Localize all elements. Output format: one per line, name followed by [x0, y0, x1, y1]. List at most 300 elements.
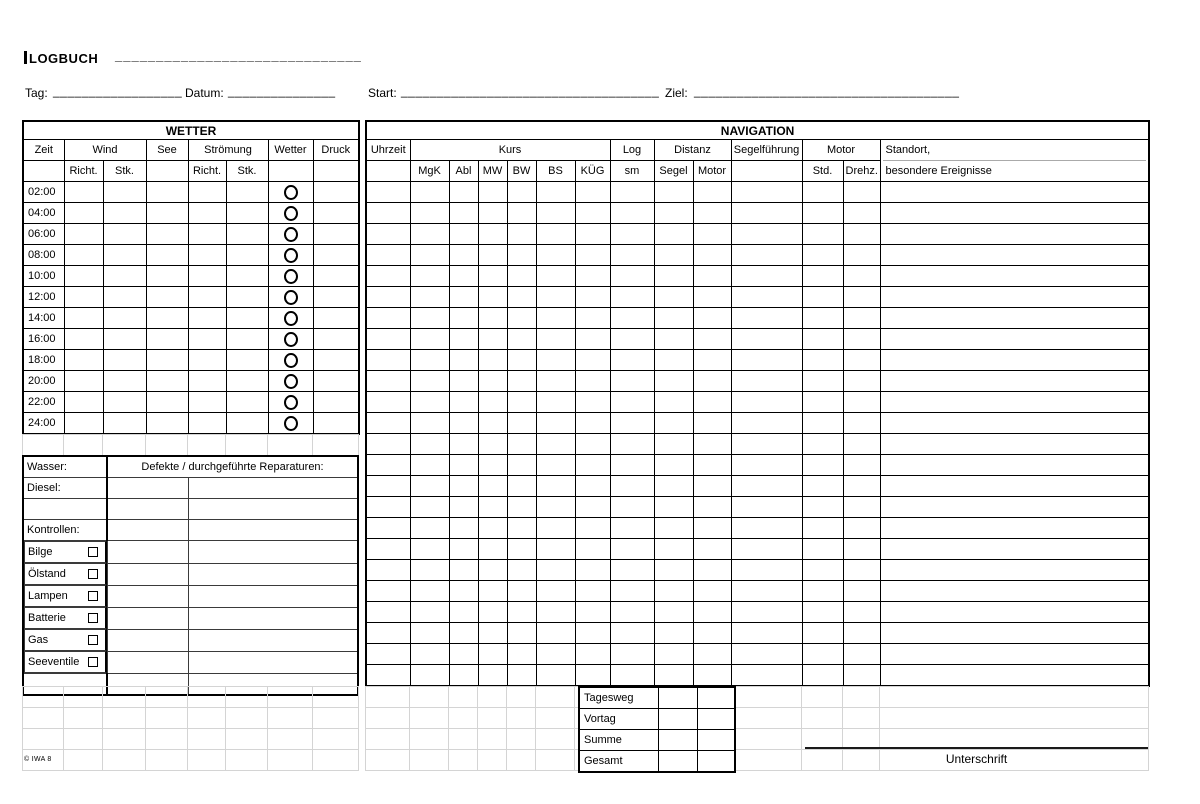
navigation-entry-cell[interactable] — [478, 182, 507, 203]
navigation-entry-cell[interactable] — [575, 266, 610, 287]
wetter-entry-cell[interactable] — [103, 413, 146, 435]
navigation-entry-cell[interactable] — [843, 602, 880, 623]
navigation-entry-cell[interactable] — [880, 224, 1149, 245]
repairs-entry-cell[interactable] — [188, 607, 358, 629]
navigation-entry-cell[interactable] — [366, 497, 410, 518]
repairs-entry-cell[interactable] — [107, 478, 188, 499]
wetter-entry-cell[interactable] — [313, 308, 359, 329]
datum-fill-line[interactable]: _______________ — [228, 84, 336, 98]
navigation-entry-cell[interactable] — [410, 497, 449, 518]
wetter-entry-cell[interactable] — [146, 287, 188, 308]
wetter-entry-cell[interactable] — [146, 371, 188, 392]
navigation-entry-cell[interactable] — [478, 602, 507, 623]
wetter-entry-cell[interactable] — [268, 287, 313, 308]
navigation-entry-cell[interactable] — [507, 308, 536, 329]
navigation-entry-cell[interactable] — [449, 497, 478, 518]
navigation-entry-cell[interactable] — [880, 560, 1149, 581]
navigation-entry-cell[interactable] — [366, 665, 410, 687]
navigation-entry-cell[interactable] — [478, 329, 507, 350]
navigation-entry-cell[interactable] — [366, 245, 410, 266]
navigation-entry-cell[interactable] — [654, 224, 693, 245]
navigation-entry-cell[interactable] — [366, 371, 410, 392]
navigation-entry-cell[interactable] — [610, 518, 654, 539]
navigation-entry-cell[interactable] — [478, 413, 507, 434]
summary-value-cell[interactable] — [697, 687, 735, 709]
navigation-entry-cell[interactable] — [449, 350, 478, 371]
navigation-entry-cell[interactable] — [610, 287, 654, 308]
navigation-entry-cell[interactable] — [654, 413, 693, 434]
wetter-entry-cell[interactable] — [188, 203, 226, 224]
wetter-entry-cell[interactable] — [188, 287, 226, 308]
navigation-entry-cell[interactable] — [880, 518, 1149, 539]
navigation-entry-cell[interactable] — [410, 539, 449, 560]
navigation-entry-cell[interactable] — [731, 413, 802, 434]
wetter-entry-cell[interactable] — [268, 224, 313, 245]
wetter-entry-cell[interactable] — [268, 371, 313, 392]
repairs-entry-cell[interactable] — [107, 499, 188, 520]
navigation-entry-cell[interactable] — [478, 350, 507, 371]
navigation-entry-cell[interactable] — [843, 245, 880, 266]
navigation-entry-cell[interactable] — [802, 455, 843, 476]
navigation-entry-cell[interactable] — [654, 644, 693, 665]
navigation-entry-cell[interactable] — [802, 245, 843, 266]
wetter-entry-cell[interactable] — [103, 371, 146, 392]
navigation-entry-cell[interactable] — [610, 392, 654, 413]
navigation-entry-cell[interactable] — [575, 602, 610, 623]
wetter-entry-cell[interactable] — [268, 266, 313, 287]
navigation-entry-cell[interactable] — [366, 182, 410, 203]
navigation-entry-cell[interactable] — [449, 392, 478, 413]
wetter-entry-cell[interactable] — [188, 308, 226, 329]
navigation-entry-cell[interactable] — [575, 245, 610, 266]
navigation-entry-cell[interactable] — [507, 350, 536, 371]
wetter-entry-cell[interactable] — [188, 371, 226, 392]
navigation-entry-cell[interactable] — [802, 308, 843, 329]
navigation-entry-cell[interactable] — [654, 665, 693, 687]
wetter-entry-cell[interactable] — [64, 308, 103, 329]
navigation-entry-cell[interactable] — [478, 455, 507, 476]
navigation-entry-cell[interactable] — [536, 350, 575, 371]
navigation-entry-cell[interactable] — [536, 266, 575, 287]
navigation-entry-cell[interactable] — [654, 497, 693, 518]
summary-value-cell[interactable] — [658, 709, 697, 730]
wetter-entry-cell[interactable] — [64, 413, 103, 435]
wetter-entry-cell[interactable] — [226, 413, 268, 435]
navigation-entry-cell[interactable] — [536, 560, 575, 581]
navigation-entry-cell[interactable] — [693, 371, 731, 392]
wetter-entry-cell[interactable] — [226, 392, 268, 413]
navigation-entry-cell[interactable] — [654, 623, 693, 644]
navigation-entry-cell[interactable] — [449, 413, 478, 434]
wetter-entry-cell[interactable] — [188, 350, 226, 371]
navigation-entry-cell[interactable] — [366, 560, 410, 581]
wetter-entry-cell[interactable] — [64, 287, 103, 308]
wetter-entry-cell[interactable] — [226, 329, 268, 350]
navigation-entry-cell[interactable] — [843, 182, 880, 203]
navigation-entry-cell[interactable] — [449, 203, 478, 224]
wetter-entry-cell[interactable] — [188, 224, 226, 245]
navigation-entry-cell[interactable] — [843, 665, 880, 687]
navigation-entry-cell[interactable] — [507, 392, 536, 413]
wetter-entry-cell[interactable] — [103, 203, 146, 224]
navigation-entry-cell[interactable] — [802, 539, 843, 560]
navigation-entry-cell[interactable] — [536, 623, 575, 644]
navigation-entry-cell[interactable] — [802, 560, 843, 581]
navigation-entry-cell[interactable] — [410, 350, 449, 371]
navigation-entry-cell[interactable] — [654, 434, 693, 455]
wetter-entry-cell[interactable] — [313, 287, 359, 308]
navigation-entry-cell[interactable] — [843, 623, 880, 644]
navigation-entry-cell[interactable] — [507, 476, 536, 497]
checkbox-icon[interactable] — [88, 591, 98, 601]
navigation-entry-cell[interactable] — [610, 476, 654, 497]
navigation-entry-cell[interactable] — [693, 665, 731, 687]
navigation-entry-cell[interactable] — [880, 602, 1149, 623]
navigation-entry-cell[interactable] — [843, 308, 880, 329]
wetter-entry-cell[interactable] — [103, 308, 146, 329]
wetter-entry-cell[interactable] — [103, 392, 146, 413]
wetter-entry-cell[interactable] — [268, 245, 313, 266]
checkbox-icon[interactable] — [88, 613, 98, 623]
navigation-entry-cell[interactable] — [731, 203, 802, 224]
navigation-entry-cell[interactable] — [507, 455, 536, 476]
wetter-entry-cell[interactable] — [226, 287, 268, 308]
navigation-entry-cell[interactable] — [449, 602, 478, 623]
navigation-entry-cell[interactable] — [654, 350, 693, 371]
navigation-entry-cell[interactable] — [843, 392, 880, 413]
navigation-entry-cell[interactable] — [410, 476, 449, 497]
navigation-entry-cell[interactable] — [802, 329, 843, 350]
navigation-entry-cell[interactable] — [366, 392, 410, 413]
navigation-entry-cell[interactable] — [366, 434, 410, 455]
wetter-entry-cell[interactable] — [313, 245, 359, 266]
navigation-entry-cell[interactable] — [731, 371, 802, 392]
navigation-entry-cell[interactable] — [507, 623, 536, 644]
navigation-entry-cell[interactable] — [536, 224, 575, 245]
navigation-entry-cell[interactable] — [536, 602, 575, 623]
navigation-entry-cell[interactable] — [654, 455, 693, 476]
navigation-entry-cell[interactable] — [449, 560, 478, 581]
navigation-entry-cell[interactable] — [880, 497, 1149, 518]
navigation-entry-cell[interactable] — [507, 329, 536, 350]
wetter-entry-cell[interactable] — [226, 182, 268, 203]
navigation-entry-cell[interactable] — [366, 287, 410, 308]
navigation-entry-cell[interactable] — [843, 539, 880, 560]
wetter-entry-cell[interactable] — [64, 371, 103, 392]
navigation-entry-cell[interactable] — [449, 518, 478, 539]
navigation-entry-cell[interactable] — [478, 497, 507, 518]
navigation-entry-cell[interactable] — [843, 203, 880, 224]
navigation-entry-cell[interactable] — [366, 308, 410, 329]
navigation-entry-cell[interactable] — [843, 350, 880, 371]
navigation-entry-cell[interactable] — [654, 329, 693, 350]
navigation-entry-cell[interactable] — [478, 308, 507, 329]
wetter-entry-cell[interactable] — [226, 371, 268, 392]
navigation-entry-cell[interactable] — [536, 497, 575, 518]
repairs-entry-cell[interactable] — [107, 585, 188, 607]
navigation-entry-cell[interactable] — [366, 266, 410, 287]
navigation-entry-cell[interactable] — [610, 224, 654, 245]
wetter-entry-cell[interactable] — [103, 245, 146, 266]
navigation-entry-cell[interactable] — [536, 539, 575, 560]
navigation-entry-cell[interactable] — [575, 434, 610, 455]
navigation-entry-cell[interactable] — [880, 644, 1149, 665]
navigation-entry-cell[interactable] — [536, 413, 575, 434]
navigation-entry-cell[interactable] — [731, 623, 802, 644]
wetter-entry-cell[interactable] — [103, 329, 146, 350]
navigation-entry-cell[interactable] — [731, 476, 802, 497]
navigation-entry-cell[interactable] — [693, 245, 731, 266]
navigation-entry-cell[interactable] — [366, 455, 410, 476]
wetter-entry-cell[interactable] — [313, 371, 359, 392]
wetter-entry-cell[interactable] — [146, 182, 188, 203]
navigation-entry-cell[interactable] — [507, 287, 536, 308]
navigation-entry-cell[interactable] — [536, 203, 575, 224]
navigation-entry-cell[interactable] — [610, 371, 654, 392]
navigation-entry-cell[interactable] — [449, 434, 478, 455]
summary-value-cell[interactable] — [697, 709, 735, 730]
navigation-entry-cell[interactable] — [880, 581, 1149, 602]
navigation-entry-cell[interactable] — [731, 644, 802, 665]
navigation-entry-cell[interactable] — [575, 518, 610, 539]
navigation-entry-cell[interactable] — [731, 539, 802, 560]
checkbox-icon[interactable] — [88, 569, 98, 579]
navigation-entry-cell[interactable] — [843, 476, 880, 497]
navigation-entry-cell[interactable] — [802, 371, 843, 392]
navigation-entry-cell[interactable] — [536, 518, 575, 539]
navigation-entry-cell[interactable] — [693, 182, 731, 203]
navigation-entry-cell[interactable] — [410, 455, 449, 476]
navigation-entry-cell[interactable] — [410, 287, 449, 308]
navigation-entry-cell[interactable] — [449, 329, 478, 350]
navigation-entry-cell[interactable] — [731, 392, 802, 413]
wetter-entry-cell[interactable] — [64, 266, 103, 287]
navigation-entry-cell[interactable] — [802, 266, 843, 287]
navigation-entry-cell[interactable] — [536, 644, 575, 665]
navigation-entry-cell[interactable] — [449, 665, 478, 687]
navigation-entry-cell[interactable] — [507, 644, 536, 665]
navigation-entry-cell[interactable] — [802, 182, 843, 203]
navigation-entry-cell[interactable] — [449, 287, 478, 308]
wetter-entry-cell[interactable] — [188, 245, 226, 266]
navigation-entry-cell[interactable] — [880, 476, 1149, 497]
navigation-entry-cell[interactable] — [575, 182, 610, 203]
navigation-entry-cell[interactable] — [654, 581, 693, 602]
wetter-entry-cell[interactable] — [64, 245, 103, 266]
wetter-entry-cell[interactable] — [188, 392, 226, 413]
navigation-entry-cell[interactable] — [880, 266, 1149, 287]
navigation-entry-cell[interactable] — [507, 518, 536, 539]
navigation-entry-cell[interactable] — [802, 497, 843, 518]
wetter-entry-cell[interactable] — [146, 413, 188, 435]
navigation-entry-cell[interactable] — [610, 203, 654, 224]
navigation-entry-cell[interactable] — [880, 203, 1149, 224]
navigation-entry-cell[interactable] — [802, 203, 843, 224]
wetter-entry-cell[interactable] — [226, 245, 268, 266]
navigation-entry-cell[interactable] — [610, 182, 654, 203]
navigation-entry-cell[interactable] — [731, 434, 802, 455]
navigation-entry-cell[interactable] — [802, 644, 843, 665]
navigation-entry-cell[interactable] — [802, 287, 843, 308]
wetter-entry-cell[interactable] — [188, 413, 226, 435]
navigation-entry-cell[interactable] — [693, 476, 731, 497]
navigation-entry-cell[interactable] — [654, 287, 693, 308]
navigation-entry-cell[interactable] — [693, 602, 731, 623]
navigation-entry-cell[interactable] — [507, 602, 536, 623]
navigation-entry-cell[interactable] — [366, 203, 410, 224]
navigation-entry-cell[interactable] — [478, 518, 507, 539]
navigation-entry-cell[interactable] — [693, 203, 731, 224]
navigation-entry-cell[interactable] — [693, 329, 731, 350]
navigation-entry-cell[interactable] — [802, 581, 843, 602]
wetter-entry-cell[interactable] — [313, 350, 359, 371]
navigation-entry-cell[interactable] — [536, 665, 575, 687]
navigation-entry-cell[interactable] — [654, 560, 693, 581]
navigation-entry-cell[interactable] — [366, 623, 410, 644]
navigation-entry-cell[interactable] — [410, 182, 449, 203]
navigation-entry-cell[interactable] — [478, 245, 507, 266]
navigation-entry-cell[interactable] — [507, 245, 536, 266]
navigation-entry-cell[interactable] — [478, 644, 507, 665]
navigation-entry-cell[interactable] — [843, 371, 880, 392]
navigation-entry-cell[interactable] — [507, 560, 536, 581]
navigation-entry-cell[interactable] — [410, 665, 449, 687]
navigation-entry-cell[interactable] — [731, 182, 802, 203]
navigation-entry-cell[interactable] — [843, 413, 880, 434]
repairs-entry-cell[interactable] — [107, 563, 188, 585]
navigation-entry-cell[interactable] — [366, 329, 410, 350]
repairs-entry-cell[interactable] — [188, 585, 358, 607]
navigation-entry-cell[interactable] — [410, 329, 449, 350]
navigation-entry-cell[interactable] — [693, 266, 731, 287]
wetter-entry-cell[interactable] — [146, 329, 188, 350]
wetter-entry-cell[interactable] — [64, 329, 103, 350]
wetter-entry-cell[interactable] — [268, 350, 313, 371]
navigation-entry-cell[interactable] — [536, 392, 575, 413]
navigation-entry-cell[interactable] — [575, 539, 610, 560]
wetter-entry-cell[interactable] — [64, 224, 103, 245]
navigation-entry-cell[interactable] — [575, 329, 610, 350]
navigation-entry-cell[interactable] — [654, 518, 693, 539]
navigation-entry-cell[interactable] — [536, 581, 575, 602]
navigation-entry-cell[interactable] — [507, 497, 536, 518]
navigation-entry-cell[interactable] — [802, 392, 843, 413]
navigation-entry-cell[interactable] — [478, 476, 507, 497]
navigation-entry-cell[interactable] — [478, 539, 507, 560]
navigation-entry-cell[interactable] — [610, 581, 654, 602]
navigation-entry-cell[interactable] — [880, 539, 1149, 560]
navigation-entry-cell[interactable] — [449, 266, 478, 287]
navigation-entry-cell[interactable] — [654, 203, 693, 224]
navigation-entry-cell[interactable] — [654, 476, 693, 497]
navigation-entry-cell[interactable] — [880, 623, 1149, 644]
wetter-entry-cell[interactable] — [103, 266, 146, 287]
navigation-entry-cell[interactable] — [731, 329, 802, 350]
navigation-entry-cell[interactable] — [575, 644, 610, 665]
repairs-entry-cell[interactable] — [107, 607, 188, 629]
navigation-entry-cell[interactable] — [693, 350, 731, 371]
start-fill-line[interactable]: ____________________________________ — [401, 84, 660, 98]
wetter-entry-cell[interactable] — [64, 392, 103, 413]
navigation-entry-cell[interactable] — [731, 287, 802, 308]
navigation-entry-cell[interactable] — [478, 371, 507, 392]
navigation-entry-cell[interactable] — [536, 455, 575, 476]
navigation-entry-cell[interactable] — [880, 413, 1149, 434]
navigation-entry-cell[interactable] — [575, 392, 610, 413]
navigation-entry-cell[interactable] — [575, 497, 610, 518]
navigation-entry-cell[interactable] — [410, 308, 449, 329]
navigation-entry-cell[interactable] — [610, 497, 654, 518]
navigation-entry-cell[interactable] — [575, 308, 610, 329]
navigation-entry-cell[interactable] — [843, 644, 880, 665]
repairs-entry-cell[interactable] — [188, 563, 358, 585]
navigation-entry-cell[interactable] — [731, 350, 802, 371]
checkbox-icon[interactable] — [88, 547, 98, 557]
navigation-entry-cell[interactable] — [880, 182, 1149, 203]
wetter-entry-cell[interactable] — [64, 203, 103, 224]
wetter-entry-cell[interactable] — [313, 392, 359, 413]
navigation-entry-cell[interactable] — [478, 203, 507, 224]
navigation-entry-cell[interactable] — [654, 266, 693, 287]
navigation-entry-cell[interactable] — [410, 518, 449, 539]
navigation-entry-cell[interactable] — [802, 350, 843, 371]
navigation-entry-cell[interactable] — [731, 266, 802, 287]
navigation-entry-cell[interactable] — [693, 623, 731, 644]
navigation-entry-cell[interactable] — [507, 371, 536, 392]
navigation-entry-cell[interactable] — [410, 392, 449, 413]
navigation-entry-cell[interactable] — [802, 602, 843, 623]
wetter-entry-cell[interactable] — [146, 392, 188, 413]
navigation-entry-cell[interactable] — [575, 665, 610, 687]
navigation-entry-cell[interactable] — [843, 518, 880, 539]
navigation-entry-cell[interactable] — [575, 413, 610, 434]
wetter-entry-cell[interactable] — [226, 224, 268, 245]
navigation-entry-cell[interactable] — [843, 455, 880, 476]
repairs-entry-cell[interactable] — [107, 629, 188, 651]
navigation-entry-cell[interactable] — [843, 329, 880, 350]
navigation-entry-cell[interactable] — [449, 539, 478, 560]
wetter-entry-cell[interactable] — [226, 350, 268, 371]
navigation-entry-cell[interactable] — [575, 623, 610, 644]
navigation-entry-cell[interactable] — [731, 455, 802, 476]
navigation-entry-cell[interactable] — [449, 245, 478, 266]
repairs-entry-cell[interactable] — [188, 651, 358, 674]
navigation-entry-cell[interactable] — [880, 665, 1149, 687]
navigation-entry-cell[interactable] — [693, 413, 731, 434]
navigation-entry-cell[interactable] — [610, 308, 654, 329]
wetter-entry-cell[interactable] — [226, 203, 268, 224]
wetter-entry-cell[interactable] — [103, 182, 146, 203]
navigation-entry-cell[interactable] — [575, 581, 610, 602]
wetter-entry-cell[interactable] — [226, 266, 268, 287]
wetter-entry-cell[interactable] — [268, 329, 313, 350]
navigation-entry-cell[interactable] — [610, 329, 654, 350]
navigation-entry-cell[interactable] — [410, 371, 449, 392]
repairs-entry-cell[interactable] — [188, 499, 358, 520]
navigation-entry-cell[interactable] — [575, 455, 610, 476]
navigation-entry-cell[interactable] — [478, 224, 507, 245]
navigation-entry-cell[interactable] — [536, 434, 575, 455]
navigation-entry-cell[interactable] — [536, 245, 575, 266]
navigation-entry-cell[interactable] — [654, 602, 693, 623]
navigation-entry-cell[interactable] — [693, 560, 731, 581]
navigation-entry-cell[interactable] — [410, 413, 449, 434]
wetter-entry-cell[interactable] — [64, 350, 103, 371]
navigation-entry-cell[interactable] — [802, 665, 843, 687]
repairs-entry-cell[interactable] — [188, 541, 358, 564]
navigation-entry-cell[interactable] — [575, 560, 610, 581]
navigation-entry-cell[interactable] — [575, 287, 610, 308]
